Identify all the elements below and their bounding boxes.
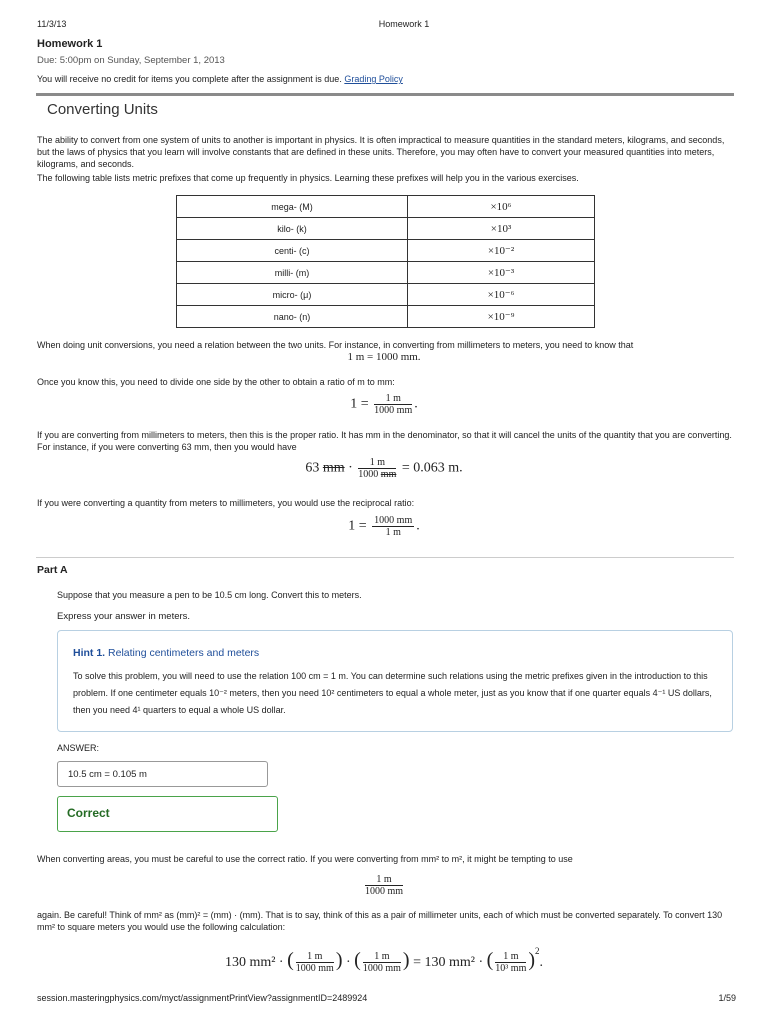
eq-start: 130 mm² · xyxy=(224,955,284,970)
assignment-title: Homework 1 xyxy=(37,38,103,50)
hint-number: Hint 1. xyxy=(73,647,106,659)
factor-cell: ×10⁻² xyxy=(408,240,595,262)
factor-cell: ×10⁻⁶ xyxy=(408,284,595,306)
prefix-table xyxy=(176,195,595,328)
eq-quantity: 63 xyxy=(305,460,320,476)
fraction-den: 1000 mm xyxy=(374,405,413,416)
answer-label: ANSWER: xyxy=(57,743,100,753)
print-title: Homework 1 xyxy=(378,19,430,29)
fraction xyxy=(296,951,334,974)
eq-lhs: 1 = xyxy=(350,396,369,412)
fraction-den: 1000 mm xyxy=(362,963,401,975)
factor-cell: ×10⁻⁹ xyxy=(408,306,595,328)
eq-exponent: 2 xyxy=(535,946,540,956)
answer-field[interactable]: 10.5 cm = 0.105 m xyxy=(57,761,268,787)
credit-note xyxy=(37,74,403,84)
table-row xyxy=(177,284,595,306)
fraction xyxy=(495,951,526,974)
table-row xyxy=(177,262,595,284)
factor-cell: ×10³ xyxy=(408,218,595,240)
fraction xyxy=(374,393,412,416)
fraction-den: 1000 mm xyxy=(295,963,334,975)
eq-mid: = 130 mm² · xyxy=(413,955,484,970)
example-equation: 63 mm · $\frac{1 m}{1000 mm}$ = 0.063 m. xyxy=(305,457,463,480)
hint-body: To solve this problem, you will need to use the relation 100 cm = 1 m. You can determine such relations using the metric prefixes given in the introduction to this problem. If one centimeter equals 10⁻² meters, then you need 10² centimeters to equal a whole meter, just as you know that if one quarter equals 4⁻¹ US dollars, then you need 4¹ quarters to equal a whole US dollar. xyxy=(73,671,712,715)
prefix-cell: kilo- (k) xyxy=(177,218,408,240)
fraction xyxy=(365,874,403,897)
areas-explanation: again. Be careful! Think of mm² as (mm)² = (mm) · (mm). That is to say, think of this as a pair of millimeter units, each of which must be converted separately. To convert 130 mm² to square meters you would use the following calculation: xyxy=(37,910,723,932)
fraction xyxy=(358,457,396,480)
eq-rhs: = 0.063 m. xyxy=(401,460,463,476)
fraction-num: 1 m xyxy=(495,951,526,963)
proper-ratio-paragraph: If you are converting from millimeters to meters, then this is the proper ratio. It has mm in the denominator, so that it will cancel the units of the quantity that you are converting. For instance, if you were converting 63 mm, then you would have xyxy=(37,430,732,452)
areas-paragraph: When converting areas, you must be careful to use the correct ratio. If you were converting from mm² to m², it might be tempting to use xyxy=(37,854,573,864)
fraction-num: 1 m xyxy=(363,951,401,963)
fraction xyxy=(363,951,401,974)
part-a-question: Suppose that you measure a pen to be 10.5 cm long. Convert this to meters. xyxy=(57,590,362,600)
table-row xyxy=(177,306,595,328)
ratio-equation: 1 = $\frac{1 m}{1000 mm}$ . xyxy=(350,393,418,416)
intro-table-lead: The following table lists metric prefixes that come up frequently in physics. Learning these prefixes will help you in the various exercises. xyxy=(37,173,579,183)
reciprocal-paragraph: If you were converting a quantity from meters to millimeters, you would use the reciprocal ratio: xyxy=(37,498,415,508)
fraction-num: 1 m xyxy=(374,393,412,405)
table-row xyxy=(177,196,595,218)
fraction-den: 1000 mm xyxy=(364,886,404,897)
areas-fraction xyxy=(0,874,768,897)
print-date: 11/3/13 xyxy=(37,19,67,29)
factor-cell: ×10⁶ xyxy=(408,196,595,218)
part-a-instruction: Express your answer in meters. xyxy=(57,611,191,622)
table-row xyxy=(177,240,595,262)
relation-equation: 1 m = 1000 mm. xyxy=(347,351,421,363)
prefix-cell: milli- (m) xyxy=(177,262,408,284)
footer-url: session.masteringphysics.com/myct/assignmentPrintView?assignmentID=2489924 xyxy=(37,993,368,1003)
hint-title[interactable] xyxy=(73,647,259,659)
part-a-label: Part A xyxy=(37,564,68,576)
section-title: Converting Units xyxy=(47,101,158,118)
prefix-cell: nano- (n) xyxy=(177,306,408,328)
hint-title-text: Relating centimeters and meters xyxy=(108,647,260,659)
part-divider xyxy=(36,557,734,558)
fraction xyxy=(372,515,414,538)
due-date: Due: 5:00pm on Sunday, September 1, 2013 xyxy=(37,55,225,66)
grading-policy-link[interactable]: Grading Policy xyxy=(344,74,403,84)
table-row xyxy=(177,218,595,240)
fraction-den: 1000 mm xyxy=(358,469,397,480)
fraction-den: 10³ mm xyxy=(495,963,527,975)
area-equation: 130 mm² · ( $\frac{1 m}{1000 mm}$ ) · ( $\frac{1 m}{1000 mm}$ ) = 130 mm² · ( $\frac{1 m}{\text{10³ mm}}$ )$^2$. xyxy=(224,946,544,975)
fraction-num: 1 m xyxy=(358,457,396,469)
fraction-num: 1 m xyxy=(365,874,403,886)
intro-paragraph: The ability to convert from one system of units to another is important in physics. It is often impractical to measure quantities in the standard meters, kilograms, and seconds, but the laws of physics that you learn will involve constants that are defined in these units. Therefore, you may often have to convert your measured quantities into meters, kilograms, and seconds. xyxy=(37,135,725,169)
relation-paragraph: When doing unit conversions, you need a relation between the two units. For instance, in converting from millimeters to meters, you need to know that xyxy=(37,340,634,350)
prefix-cell: micro- (μ) xyxy=(177,284,408,306)
eq-dot: · xyxy=(346,955,351,970)
fraction-num: 1000 mm xyxy=(374,515,413,526)
reciprocal-equation: 1 = $\frac{1000 mm}{1 m}$ . xyxy=(348,515,420,538)
ratio-paragraph: Once you know this, you need to divide one side by the other to obtain a ratio of m to mm: xyxy=(37,377,395,387)
footer-page: 1/59 xyxy=(718,993,736,1003)
fraction-num: 1 m xyxy=(296,951,334,963)
credit-note-text: You will receive no credit for items you complete after the assignment is due. xyxy=(37,74,342,84)
fraction-den: 1 m xyxy=(385,527,401,538)
prefix-cell: centi- (c) xyxy=(177,240,408,262)
prefix-cell: mega- (M) xyxy=(177,196,408,218)
correct-feedback: Correct xyxy=(57,796,278,832)
hint-box xyxy=(57,630,733,732)
eq-cancelled-unit: mm xyxy=(322,460,345,476)
factor-cell: ×10⁻³ xyxy=(408,262,595,284)
header-divider xyxy=(36,93,734,96)
eq-lhs: 1 = xyxy=(348,518,367,534)
